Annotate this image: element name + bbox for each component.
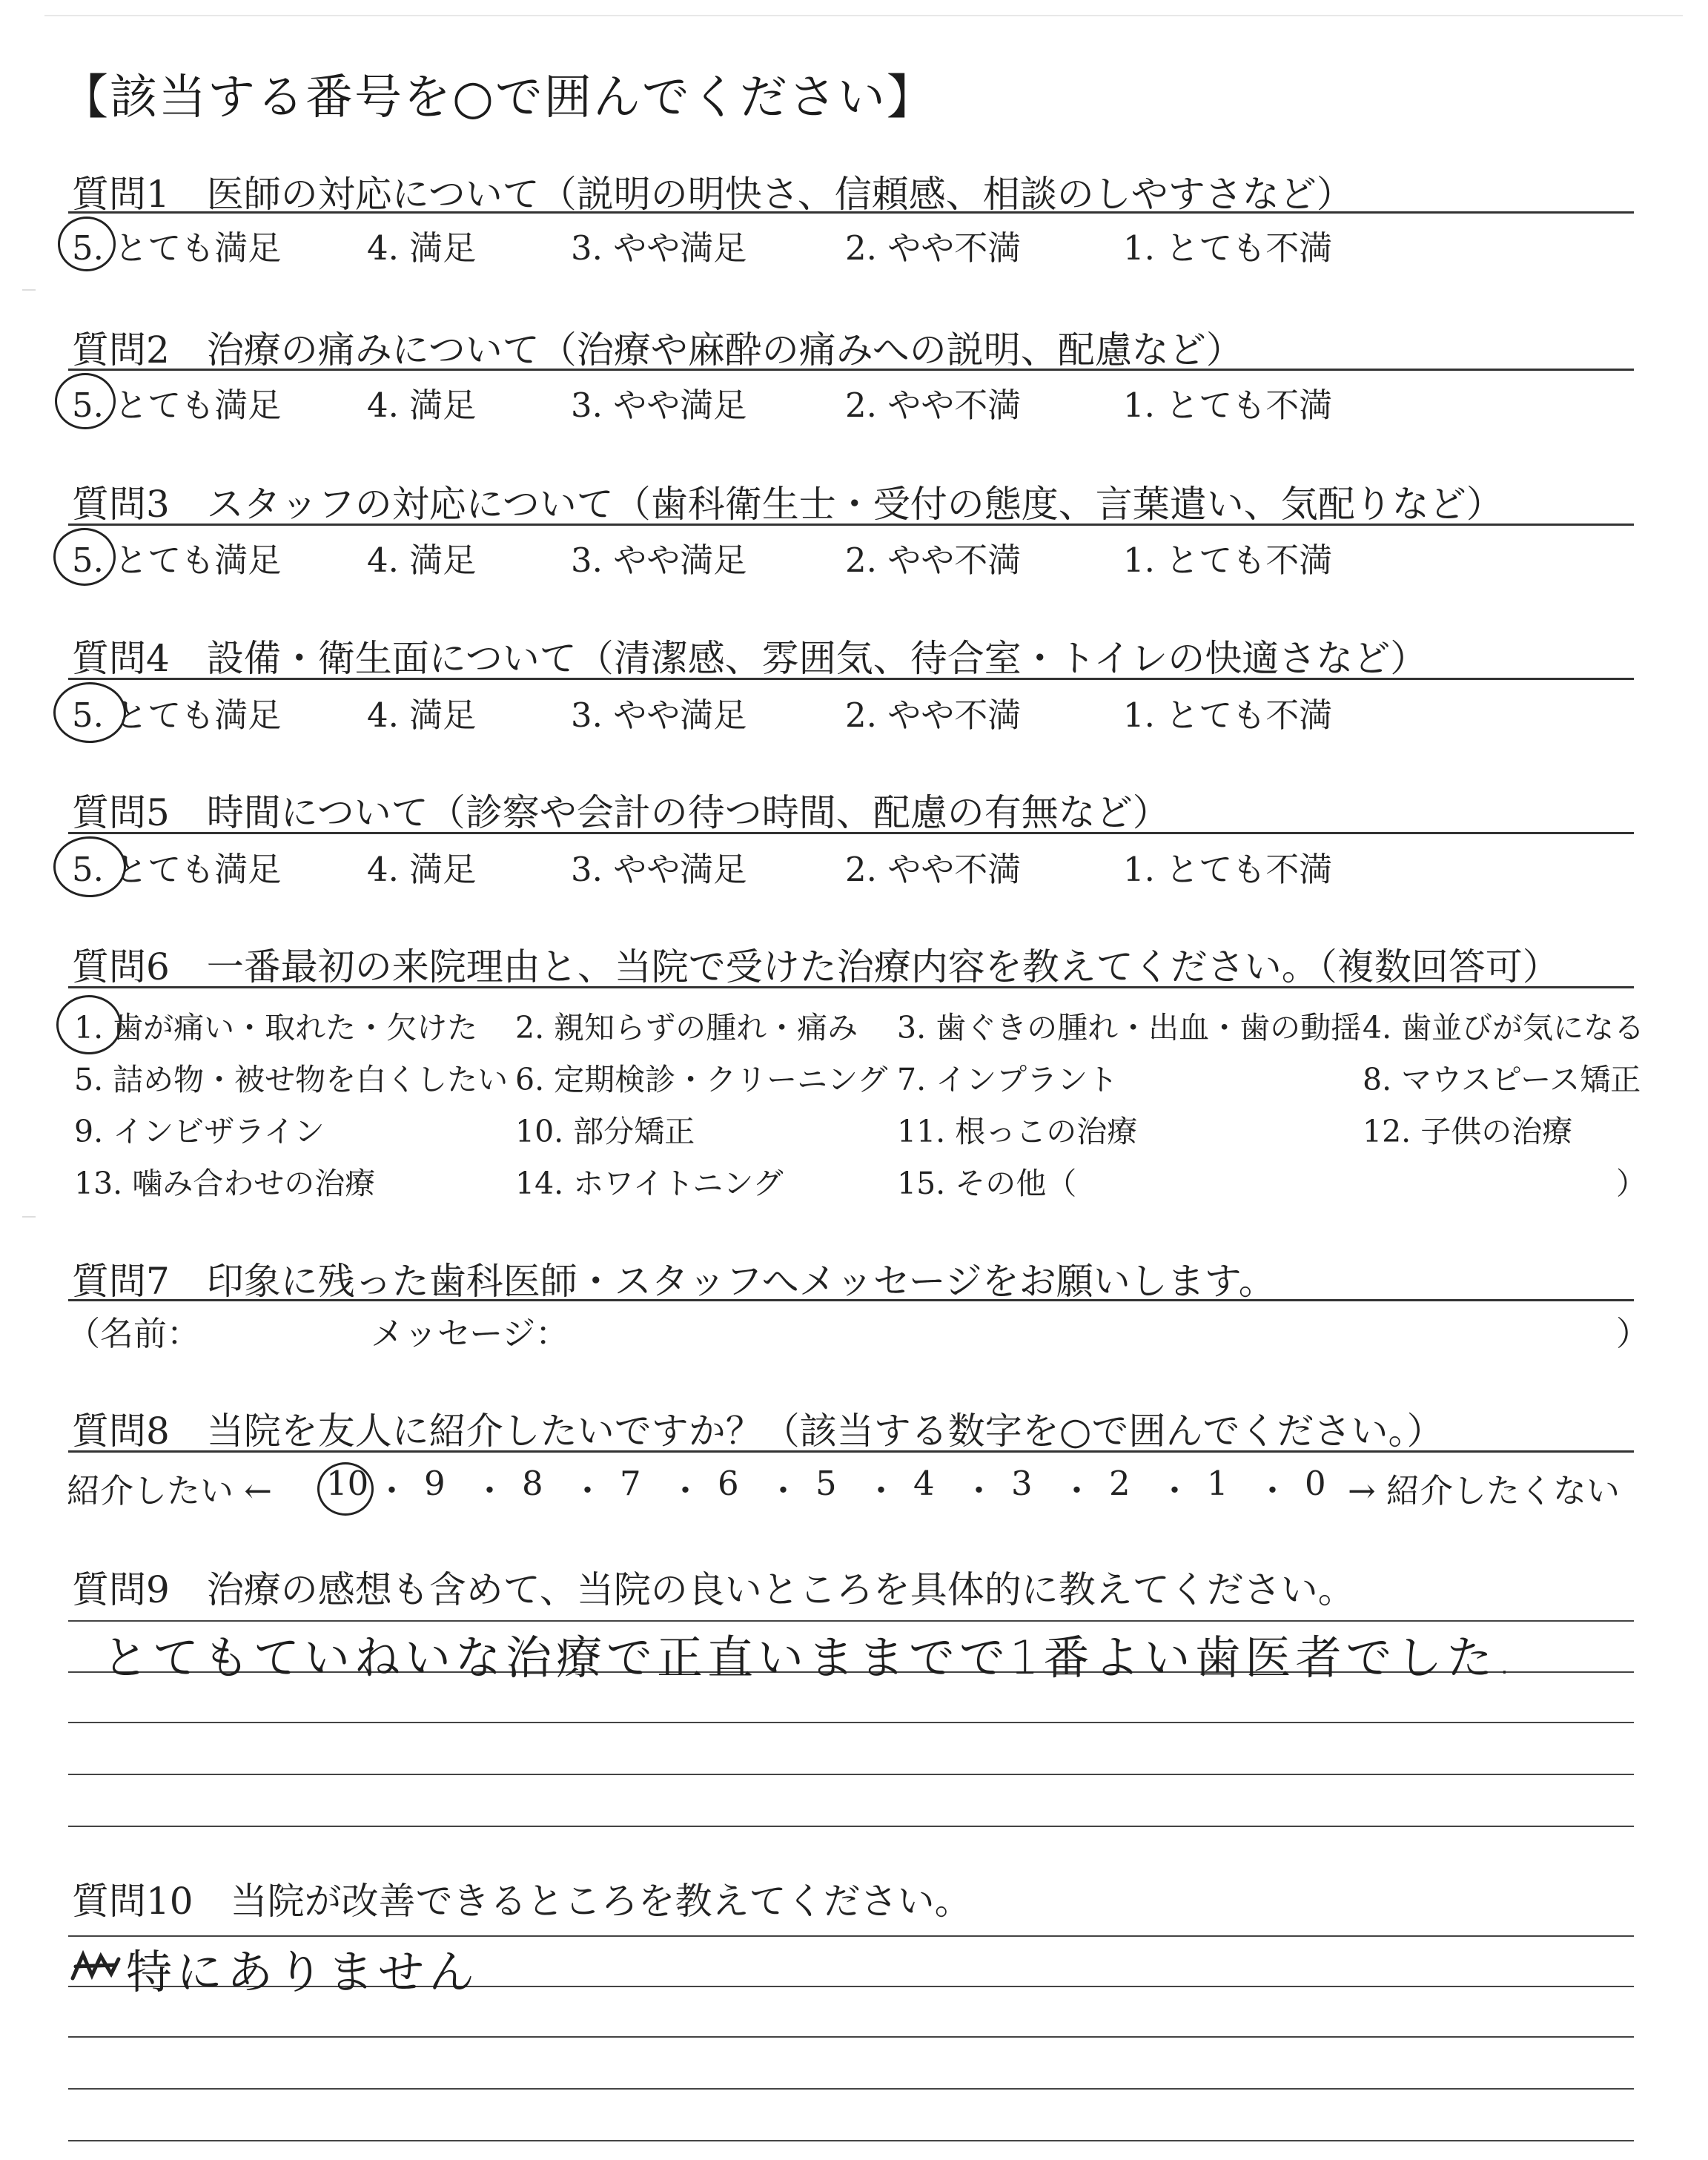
question-2-title: 質問2 治療の痛みについて（治療や麻酔の痛みへの説明、配慮など） bbox=[72, 328, 1243, 371]
q8-scale-value-2[interactable]: 2 bbox=[1109, 1464, 1131, 1503]
q8-scale-separator: ・ bbox=[473, 1471, 507, 1510]
q6-option-12[interactable]: 12. 子供の治療 bbox=[1363, 1114, 1573, 1149]
q2-answer-circle bbox=[55, 373, 116, 429]
q8-scale-separator: ・ bbox=[669, 1471, 703, 1510]
q5-option-4[interactable]: 4. 満足 bbox=[367, 850, 477, 889]
q8-scale-value-3[interactable]: 3 bbox=[1011, 1464, 1033, 1503]
q6-answer-circle bbox=[56, 995, 122, 1054]
q4-option-4[interactable]: 4. 満足 bbox=[367, 696, 477, 735]
q5-answer-circle bbox=[53, 836, 126, 897]
q6-option-10[interactable]: 10. 部分矯正 bbox=[515, 1114, 695, 1149]
q6-option-4[interactable]: 4. 歯並びが気になる bbox=[1363, 1010, 1645, 1046]
q9-answer-line bbox=[68, 1826, 1634, 1827]
q9-handwritten-answer: とてもていねいな治療で正直いままでで1番よい歯医者でした. bbox=[102, 1631, 1517, 1685]
q6-other-close-paren: ） bbox=[1616, 1166, 1646, 1201]
question-10-title: 質問10 当院が改善できるところを教えてください。 bbox=[72, 1880, 972, 1923]
q8-scale-value-8[interactable]: 8 bbox=[522, 1464, 543, 1503]
q8-right-label: → 紹介したくない bbox=[1348, 1471, 1621, 1510]
q5-option-5[interactable]: 5. とても満足 bbox=[72, 850, 282, 889]
question-7-rule bbox=[68, 1299, 1634, 1301]
q9-answer-line bbox=[68, 1774, 1634, 1775]
q8-scale-separator: ・ bbox=[1060, 1471, 1094, 1510]
q8-answer-circle bbox=[317, 1462, 374, 1516]
q2-option-2[interactable]: 2. やや不満 bbox=[845, 386, 1022, 425]
q6-option-5[interactable]: 5. 詰め物・被せ物を白くしたい bbox=[74, 1062, 509, 1097]
scribble-mark bbox=[70, 1949, 122, 1986]
question-6-title: 質問6 一番最初の来院理由と、当院で受けた治療内容を教えてください。（複数回答可） bbox=[72, 945, 1560, 988]
scan-edge-line bbox=[44, 15, 1683, 16]
q3-option-3[interactable]: 3. やや満足 bbox=[571, 541, 747, 580]
q1-option-3[interactable]: 3. やや満足 bbox=[571, 228, 747, 268]
q1-option-5[interactable]: 5. とても満足 bbox=[72, 228, 282, 268]
q1-option-4[interactable]: 4. 満足 bbox=[367, 228, 477, 268]
form-header: 【該当する番号を○で囲んでください】 bbox=[61, 70, 936, 125]
q8-scale-separator: ・ bbox=[1256, 1471, 1290, 1510]
q6-option-8[interactable]: 8. マウスピース矯正 bbox=[1363, 1062, 1641, 1097]
q8-scale-value-7[interactable]: 7 bbox=[620, 1464, 641, 1503]
q4-option-5[interactable]: 5. とても満足 bbox=[72, 696, 282, 735]
q10-answer-line bbox=[68, 2088, 1634, 2090]
q1-option-1[interactable]: 1. とても不満 bbox=[1123, 228, 1333, 268]
q2-option-4[interactable]: 4. 満足 bbox=[367, 386, 477, 425]
q8-scale-value-9[interactable]: 9 bbox=[424, 1464, 446, 1503]
question-2-rule bbox=[68, 369, 1634, 371]
q8-scale-separator: ・ bbox=[962, 1471, 996, 1510]
q6-option-3[interactable]: 3. 歯ぐきの腫れ・出血・歯の動揺 bbox=[897, 1010, 1362, 1046]
q3-option-5[interactable]: 5. とても満足 bbox=[72, 541, 282, 580]
q5-option-2[interactable]: 2. やや不満 bbox=[845, 850, 1022, 889]
q1-answer-circle bbox=[58, 217, 116, 271]
scan-margin-mark bbox=[22, 289, 36, 291]
q3-option-1[interactable]: 1. とても不満 bbox=[1123, 541, 1333, 580]
q7-close-paren: ） bbox=[1616, 1314, 1650, 1353]
q5-option-1[interactable]: 1. とても不満 bbox=[1123, 850, 1333, 889]
q8-scale-separator: ・ bbox=[767, 1471, 801, 1510]
question-4-rule bbox=[68, 678, 1634, 680]
question-9-title: 質問9 治療の感想も含めて、当院の良いところを具体的に教えてください。 bbox=[72, 1568, 1355, 1611]
q2-option-3[interactable]: 3. やや満足 bbox=[571, 386, 747, 425]
q8-scale-separator: ・ bbox=[864, 1471, 898, 1510]
question-3-rule bbox=[68, 524, 1634, 526]
question-4-title: 質問4 設備・衛生面について（清潔感、雰囲気、待合室・トイレの快適さなど） bbox=[72, 637, 1428, 680]
question-6-rule bbox=[68, 986, 1634, 988]
question-3-title: 質問3 スタッフの対応について（歯科衛生士・受付の態度、言葉遣い、気配りなど） bbox=[72, 483, 1503, 526]
q6-option-15-other[interactable]: 15. その他（ bbox=[897, 1166, 1077, 1201]
q8-scale-separator: ・ bbox=[375, 1471, 409, 1510]
q7-message-label: メッセージ： bbox=[371, 1314, 569, 1353]
q10-answer-line bbox=[68, 2036, 1634, 2038]
q8-scale-value-4[interactable]: 4 bbox=[913, 1464, 935, 1503]
q6-option-2[interactable]: 2. 親知らずの腫れ・痛み bbox=[515, 1010, 858, 1046]
q6-option-1[interactable]: 1. 歯が痛い・取れた・欠けた bbox=[74, 1010, 478, 1046]
question-8-rule bbox=[68, 1450, 1634, 1453]
q8-left-label: 紹介したい ← bbox=[67, 1471, 273, 1510]
q8-scale-value-1[interactable]: 1 bbox=[1207, 1464, 1228, 1503]
q5-option-3[interactable]: 3. やや満足 bbox=[571, 850, 747, 889]
q4-option-3[interactable]: 3. やや満足 bbox=[571, 696, 747, 735]
q8-scale-value-10[interactable]: 10 bbox=[326, 1464, 369, 1503]
q3-answer-circle bbox=[53, 528, 116, 586]
q3-option-4[interactable]: 4. 満足 bbox=[367, 541, 477, 580]
q2-option-5[interactable]: 5. とても満足 bbox=[72, 386, 282, 425]
q6-option-11[interactable]: 11. 根っこの治療 bbox=[897, 1114, 1138, 1149]
question-7-title: 質問7 印象に残った歯科医師・スタッフへメッセージをお願いします。 bbox=[72, 1260, 1276, 1303]
q4-answer-circle bbox=[53, 682, 126, 743]
q8-scale-separator: ・ bbox=[1158, 1471, 1192, 1510]
q9-answer-line bbox=[68, 1722, 1634, 1723]
q6-option-9[interactable]: 9. インビザライン bbox=[74, 1114, 325, 1149]
q4-option-1[interactable]: 1. とても不満 bbox=[1123, 696, 1333, 735]
question-5-title: 質問5 時間について（診察や会計の待つ時間、配慮の有無など） bbox=[72, 791, 1170, 834]
q2-option-1[interactable]: 1. とても不満 bbox=[1123, 386, 1333, 425]
q10-answer-line bbox=[68, 2140, 1634, 2141]
q6-option-14[interactable]: 14. ホワイトニング bbox=[515, 1166, 784, 1201]
q3-option-2[interactable]: 2. やや不満 bbox=[845, 541, 1022, 580]
q1-option-2[interactable]: 2. やや不満 bbox=[845, 228, 1022, 268]
scan-margin-mark bbox=[22, 1216, 36, 1218]
question-8-title: 質問8 当院を友人に紹介したいですか？（該当する数字を○で囲んでください。） bbox=[72, 1410, 1444, 1453]
q8-scale-value-5[interactable]: 5 bbox=[815, 1464, 837, 1503]
question-1-rule bbox=[68, 211, 1634, 214]
q4-option-2[interactable]: 2. やや不満 bbox=[845, 696, 1022, 735]
q8-scale-separator: ・ bbox=[571, 1471, 605, 1510]
q10-handwritten-answer: 特にありません bbox=[126, 1945, 480, 1999]
q7-name-label: （名前： bbox=[67, 1314, 201, 1353]
q8-scale-value-6[interactable]: 6 bbox=[718, 1464, 739, 1503]
q8-scale-value-0[interactable]: 0 bbox=[1305, 1464, 1326, 1503]
question-1-title: 質問1 医師の対応について（説明の明快さ、信頼感、相談のしやすさなど） bbox=[72, 173, 1354, 216]
question-5-rule bbox=[68, 832, 1634, 834]
q6-option-6[interactable]: 6. 定期検診・クリーニング bbox=[515, 1062, 888, 1097]
q6-option-13[interactable]: 13. 噛み合わせの治療 bbox=[74, 1166, 376, 1201]
q6-option-7[interactable]: 7. インプラント bbox=[897, 1062, 1119, 1097]
